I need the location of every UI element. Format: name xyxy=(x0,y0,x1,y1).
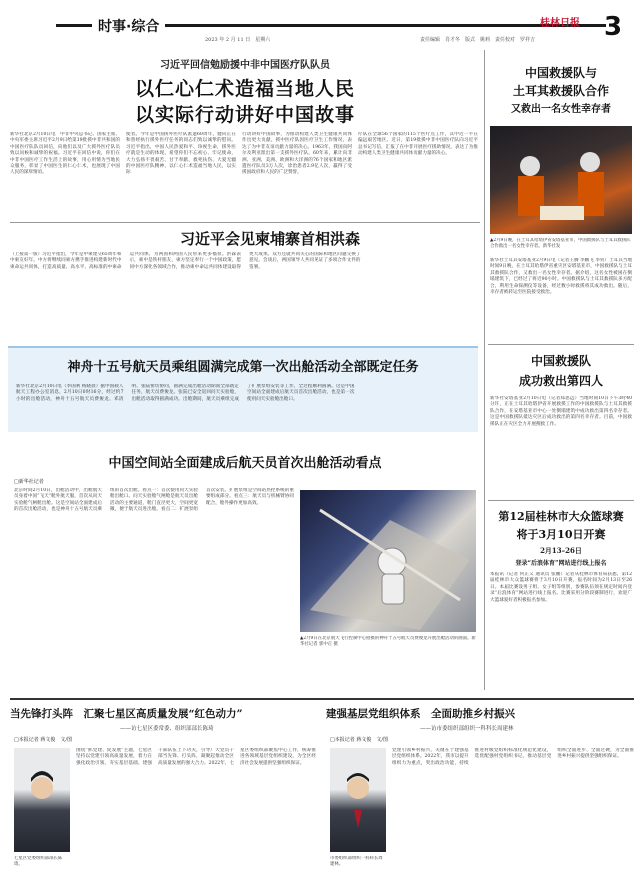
bottom-right-title: 建强基层党组织体系 全面助推乡村振兴 xyxy=(326,708,515,720)
bottom-left-subtitle: ——访七星区委常委、组织部部长陈琦 xyxy=(120,726,214,732)
page-number: 3 xyxy=(604,12,623,42)
lead-body-col1: 新华社北京2月10日电 中非中央总书记、国家主席、中央军委主席习近平2月9日给第19批援中非共和国的中国医疗队队员回信，向他们以及广大援外医疗队员致以问候和诚挚的祝福。习近平在回信中说，你们在中非中国医疗工作生活上的故事，用心用情为当地民众服务，彰显了中国医生的仁心仁术，也展现了中国人民的深厚情谊。 xyxy=(10,132,120,176)
rescue-title-line2: 土耳其救援队合作 xyxy=(512,84,609,98)
bottom-left-title: 当先锋打头阵 汇聚七星区高质量发展“红色动力” xyxy=(10,708,243,720)
lead-subtitle: 习近平回信勉励援中非中国医疗队队员 xyxy=(160,60,330,71)
bottom-left-caption: 七星区党委组织部部长陈琦。 xyxy=(14,856,63,867)
date-line: 2023 年 2 月 11 日 星期六 xyxy=(205,37,271,43)
bottom-left-body: 围绕“抓党建、促发展”主题，七星区坚持以党建引领高质量发展，着力在强化政治引领、夯实基层基础、建强干部队伍上下功夫，引导广大党员干部当先锋、打头阵，凝聚起推动全区高质量发展的强大合力。2022年，七星区委组织部聚焦中心工作，统筹推进各领域基层党组织建设，为全区经济社会发展提供坚强组织保证。 xyxy=(76,748,316,766)
portrait-photo xyxy=(330,748,386,852)
bottom-right-byline: □本报记者 蒋文俊 文/图 xyxy=(330,737,388,743)
rescue-illustration xyxy=(490,126,632,234)
shenzhou-body: 新华社北京2月10日电（李国利 杨晓晨）据中国载人航天工程办公室消息，2月10日0时16分，经过约7小时的出舱活动，神舟十五号航天员费俊龙、邓清明、张陆密切协同，圆满完成出舱活动期间全部既定任务，航天员费俊龙、张陆已安全返回问天实验舱，出舱活动取得圆满成功。出舱期间，航天员乘组完成了扩展泵组安装等工作，全过程顺利圆满。这是中国空间站全面建成后航天员首次出舱活动，也是第一次使用问天实验舱出舱口。 xyxy=(16,384,355,402)
bottom-divider xyxy=(10,698,634,700)
lead-title-line2: 以实际行动讲好中国故事 xyxy=(134,104,355,126)
divider xyxy=(488,344,634,345)
lead-body-col3: 行动讲好中国故事，为推动构建人类卫生健康共同体作出更大贡献。援中医疗队因医疗卫生工作情况，表达了为中非友谊贡献力量的决心。1963年，我国向阿尔及利亚派出第一支援外医疗队。60年来，累计向非洲、亚洲、美洲、欧洲和大洋洲的76个国家和地区派遣医疗队员3万人次，诊治患者2.9亿人次，赢得了受援国政府和人民的广泛赞誉。 xyxy=(242,132,352,176)
bottom-right-body: 党建引领乡村振兴，关键在于建强基层党组织体系。2022年，我市以提升组织力为重点，突出政治功能，持续推进村级党组织标准化规范化建设，选优配强村党组织书记，推动基层党组织全面进步、全面过硬，为全面推进乡村振兴提供坚强组织保证。 xyxy=(392,748,634,766)
divider xyxy=(10,222,480,223)
xi-hunsen-title: 习近平会见柬埔寨首相洪森 xyxy=(179,230,360,248)
lead-body-col2: 使者。今年是中国援外医疗队派遣60周年，健向正在和曾经执行援外医疗任务的同志们致以诚挚的慰问。习近平指出，中国人民热爱和平、珍视生命，援外医疗就是生动的体现。希望你们不忘初心、牢记使命，大力弘扬不畏艰苦、甘于奉献、救死扶伤、大爱无疆的中国医疗队精神，以仁心仁术造福当地人民，以实际 xyxy=(126,132,236,176)
section-title: 时事·综合 xyxy=(92,16,165,36)
column-divider xyxy=(484,50,485,690)
rescue2-title-line2: 成功救出第四人 xyxy=(518,374,603,388)
space-station-title: 中国空间站全面建成后航天员首次出舱活动看点 xyxy=(108,456,382,471)
shenzhou-title: 神舟十五号航天员乘组圆满完成第一次出舱活动全部既定任务 xyxy=(67,360,419,375)
basketball-title: 第12届桂林市大众篮球赛 xyxy=(498,510,624,523)
xi-hunsen-body: （上接第一版）习近平指出，今年是中柬建交65周年和中柬友好年。中方将继续同柬方携手推进构建新时代中柬命运共同体，打造高质量、高水平、高标准的中柬命运共同体，为两国和两国人民带来更多福祉。洪森表示，柬中是铁杆朋友，柬方坚定奉行一个中国政策，愿同中方深化各领域合作，推动柬中命运共同体建设取得更大成果。双方还就共同关心的国际和地区问题交换了意见。会谈后，两国领导人共同见证了多项合作文件的签署。 xyxy=(10,252,361,270)
astronaut-caption: ▲2月9日在北京航天飞行控制中心拍摄的神舟十五号航天员费俊龙开展出舱活动的画面。新华社记者 郭中正 摄 xyxy=(300,636,476,647)
bottom-left-byline: □本报记者 蒋文俊 文/图 xyxy=(14,737,72,743)
rescue-caption: ▲2月9日晚，在土耳其哈塔伊省安塔基亚市，中国救援队与土耳其救援队合作救出一名女性幸存者。新华社发 xyxy=(490,238,631,249)
shenzhou-box xyxy=(8,346,478,432)
portrait-illustration xyxy=(14,748,70,852)
page-header xyxy=(0,0,640,44)
astronaut-photo xyxy=(300,490,476,632)
lead-title-line1: 以仁心仁术造福当地人民 xyxy=(134,78,355,100)
rescue2-body: 新华社安塔基亚2月10日电（记者郑思远）当地时间10日下午3时40分许，正在土耳其哈塔伊省开展救援工作的中国救援队与土耳其救援队合作，在安塔基亚市中心一处倒塌建筑中成功救出第四名幸存者。这是中国救援队抵达灾区后成功救出的第四名幸存者。目前，中国救援队正在灾区全力开展搜救工作。 xyxy=(490,396,632,427)
rescue2-title-line1: 中国救援队 xyxy=(530,354,591,368)
newspaper-logo: 桂林日报 xyxy=(540,18,580,29)
bottom-right-subtitle: ——访市委组织部组织一科科长周建林 xyxy=(420,726,514,732)
astronaut-illustration xyxy=(300,490,476,632)
basketball-dates: 2月13–26日 xyxy=(540,546,582,555)
basketball-body: 本报讯（记者 何正义 通讯员 张鹏）记者从桂林市体育局获悉，第12届桂林市大众篮球赛将于3月10日开赛，报名时间为2月13日至26日。本届比赛设男子组、女子组等组别，参赛队伍须在规定时间内登录“后浪体育”网站进行线上报名。比赛采用分阶段赛制进行，欢迎广大篮球爱好者积极报名参加。 xyxy=(490,572,632,603)
basketball-subtitle: 将于3月10日开赛 xyxy=(516,528,606,541)
bottom-right-caption: 市委组织部组织一科科长周建林。 xyxy=(330,856,383,867)
space-station-byline: □新华社记者 xyxy=(14,479,44,485)
rescue-body: 新华社土耳其安塔基亚2月9日电（记者王腾 李鹏飞 李钊）土耳其当地时间9日晚，在土耳其哈塔伊省重灾区安塔基亚市，中国救援队与土耳其救援队合作，又救出一名女性幸存者。据介绍，这名女性被困在倒塌建筑下，已经过了将近90小时。中国救援队与土耳其救援队多方配合，利用生命探测仪等设备，经过数小时救援将其成功救出。随后，幸存者被转运至医院接受救治。 xyxy=(490,258,632,296)
space-station-body: 北京时间2月10日，出舱活动中，出舱航天员身着中国“飞天”舱外航天服，首次从问天实验舱气闸舱出舱。这是空间站全面建成后的首次出舱活动，也是神舟十五号航天员乘组的首次出舱。看点一：首次使用问天实验舱出舱口。问天实验舱气闸舱是航天员出舱活动的主要通道，舱门直径更大，空间更宽敞，便于航天员进出舱。看点二：扩展泵组首次安装。扩展泵组是空间站热控系统的重要组成部分。看点三：航天员与机械臂协同配合，舱外操作更加高效。 xyxy=(14,488,294,513)
rescue-title-line3: 又救出一名女性幸存者 xyxy=(511,104,611,115)
portrait-photo xyxy=(14,748,70,852)
lead-body-col4: 疗队在全球56个国家的115个医疗点工作，其中近一半在偏远艰苦地区。近日，第19批援中非中国医疗队向习近平总书记写信，汇报了在中非开展医疗援助情况，表达了为推动构建人类卫生健康共同体贡献力量的决心。 xyxy=(358,132,478,157)
rescue-title-line1: 中国救援队与 xyxy=(524,66,597,80)
portrait-illustration xyxy=(330,748,386,852)
staff-line: 责任编辑 肖才冬 版式 姚莉 责任校对 罗祥吉 xyxy=(420,37,536,43)
basketball-note: 登录“后浪体育”网站进行线上报名 xyxy=(515,560,607,567)
divider xyxy=(488,500,634,501)
rescue-photo xyxy=(490,126,632,234)
